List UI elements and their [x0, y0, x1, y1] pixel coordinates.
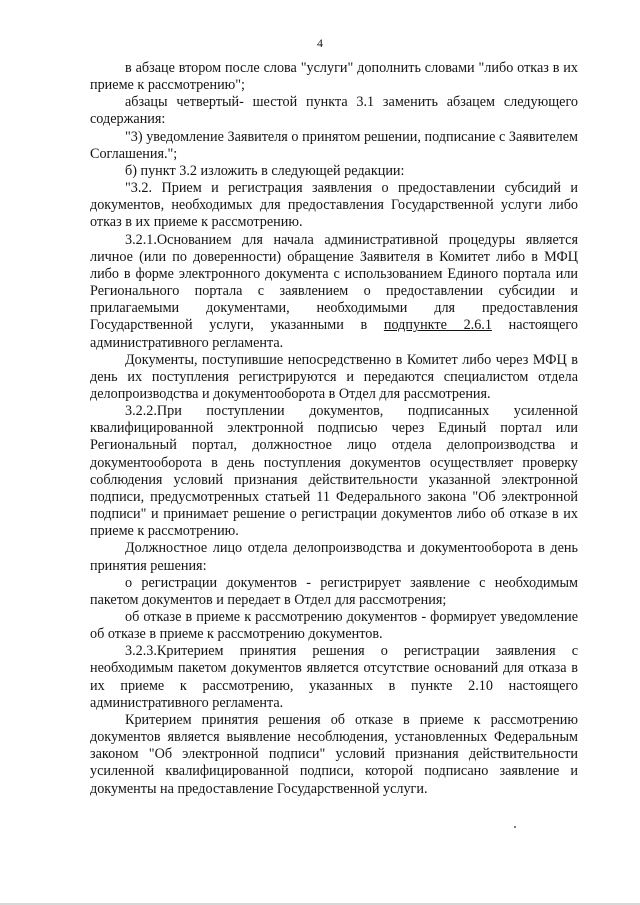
scan-speck	[514, 826, 516, 828]
paragraph-text: настоящего административного регламента.	[90, 317, 578, 351]
paragraph: в абзаце втором после слова "услуги" дополнить словами "либо отказ в их приеме к рассмотрению";	[90, 60, 578, 94]
page-number: 4	[317, 36, 323, 50]
paragraph: об отказе в приеме к рассмотрению документов - формирует уведомление об отказе в приеме к рассмотрению документов.	[90, 609, 578, 643]
paragraph	[90, 232, 578, 352]
paragraph: Должностное лицо отдела делопроизводства и документооборота в день принятия решения:	[90, 540, 578, 574]
paragraph: абзацы четвертый- шестой пункта 3.1 заменить абзацем следующего содержания:	[90, 94, 578, 128]
paragraph: б) пункт 3.2 изложить в следующей редакции:	[125, 162, 405, 179]
paragraph: 3.2.3.Критерием принятия решения о регистрации заявления с необходимым пакетом документов является отсутствие оснований для отказа в их приеме к рассмотрению, указанных в пункте 2.10 настоящего административного регламента.	[90, 643, 578, 711]
paragraph: Критерием принятия решения об отказе в приеме к рассмотрению документов является выявление несоблюдения, установленных Федеральным законом "Об электронной подписи" условий признания действительности усиленной квалифицированной подписи, которой подписано заявление и документы на предоставление Государственной услуги.	[90, 711, 578, 797]
paragraph: о регистрации документов - регистрирует заявление с необходимым пакетом документов и передает в Отдел для рассмотрения;	[90, 574, 578, 608]
paragraph: Документы, поступившие непосредственно в Комитет либо через МФЦ в день их поступления регистрируются и передаются специалистом отдела делопроизводства и документооборота в Отдел для рассмотрения.	[90, 351, 578, 402]
subclause-link[interactable]: подпункте 2.6.1	[383, 317, 492, 334]
paragraph: "3.2. Прием и регистрация заявления о предоставлении субсидий и документов, необходимых для предоставления Государственной услуги либо отказ в их приеме к рассмотрению.	[90, 180, 578, 231]
paragraph-text: 3.2.1.Основанием для начала административной процедуры является личное (или по доверенности) обращение Заявителя в Комитет либо в МФЦ либо в форме электронного документа с использованием Единого портала или Регионального портала с заявлением о предоставлении субсидии и прилагаемыми документами, необходимыми для предоставления Государственной услуги, указанными в	[90, 231, 578, 334]
document-body	[90, 60, 578, 798]
paragraph: 3.2.2.При поступлении документов, подписанных усиленной квалифицированной электронной подписью через Единый портал или Региональный портал, должностное лицо отдела делопроизводства и документооборота в день поступления документов осуществляет проверку соблюдения условий признания действительности указанной электронной подписи, предусмотренных статьей 11 Федерального закона "Об электронной подписи" и принимает решение о регистрации документов либо об отказе в их приеме к рассмотрению.	[90, 403, 578, 540]
paragraph: "3) уведомление Заявителя о принятом решении, подписание с Заявителем Соглашения.";	[90, 128, 578, 162]
